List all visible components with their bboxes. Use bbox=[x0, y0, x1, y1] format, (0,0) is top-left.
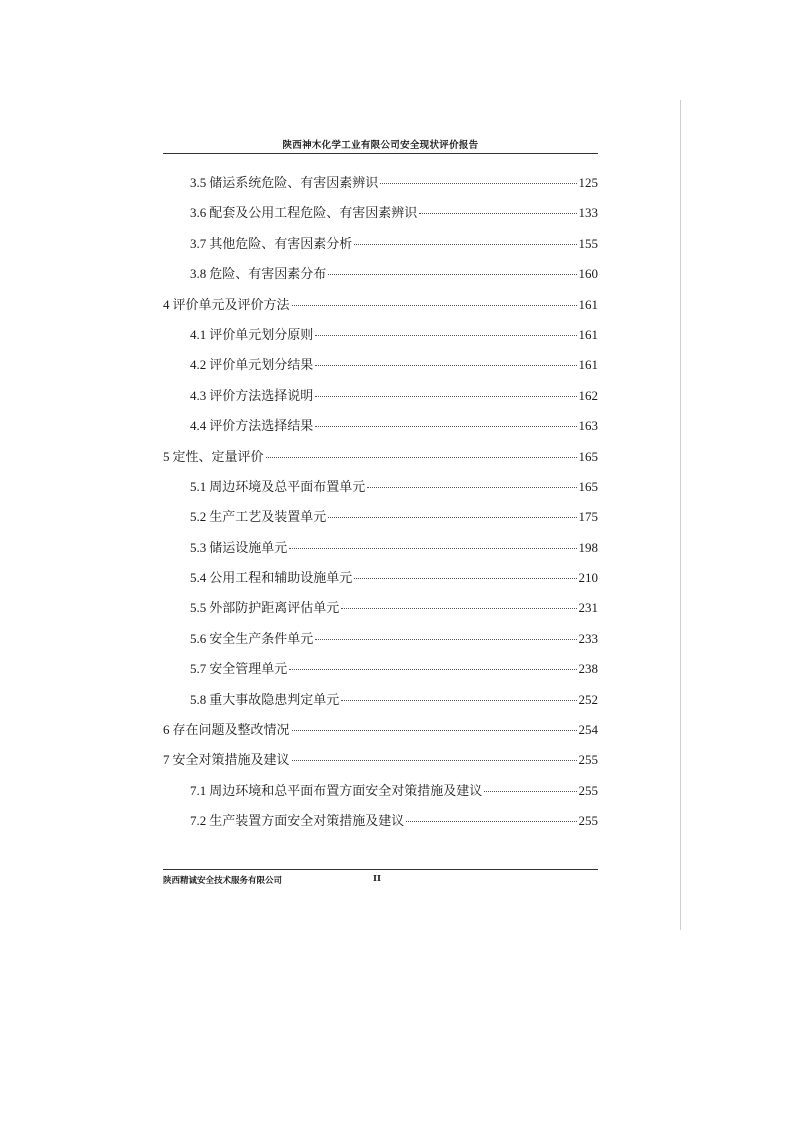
toc-entry-title: 危险、有害因素分布 bbox=[209, 267, 327, 283]
toc-entry-number: 6 bbox=[163, 722, 170, 738]
toc-entry-number: 5.6 bbox=[190, 630, 207, 646]
toc-entry[interactable] bbox=[163, 385, 598, 415]
toc-entry[interactable] bbox=[163, 324, 598, 354]
toc-entry[interactable] bbox=[163, 537, 598, 567]
toc-dot-leader bbox=[315, 335, 576, 336]
toc-dot-leader bbox=[315, 396, 576, 397]
toc-entry[interactable] bbox=[163, 172, 598, 202]
toc-entry-title: 储运系统危险、有害因素辨识 bbox=[209, 176, 379, 191]
toc-dot-leader bbox=[289, 548, 576, 549]
toc-entry-title: 储运设施单元 bbox=[209, 540, 288, 556]
toc-dot-leader bbox=[484, 791, 576, 792]
toc-entry[interactable] bbox=[163, 233, 598, 263]
toc-entry-number: 4.1 bbox=[190, 326, 207, 342]
toc-entry-number: 5.2 bbox=[190, 509, 207, 525]
scan-edge-line bbox=[680, 100, 681, 930]
toc-dot-leader bbox=[292, 760, 577, 761]
toc-entry[interactable] bbox=[163, 567, 598, 597]
toc-entry-page: 163 bbox=[578, 418, 598, 434]
toc-entry-title: 评价单元划分结果 bbox=[209, 358, 314, 374]
toc-entry-number: 5.8 bbox=[190, 691, 207, 707]
toc-entry-page: 155 bbox=[578, 235, 598, 251]
toc-entry[interactable] bbox=[163, 658, 598, 688]
toc-entry-page: 233 bbox=[578, 630, 598, 646]
toc-dot-leader bbox=[419, 213, 576, 214]
toc-entry-number: 5.3 bbox=[190, 539, 207, 555]
header-rule bbox=[163, 153, 598, 154]
toc-entry-title: 公用工程和辅助设施单元 bbox=[209, 571, 353, 587]
toc-entry[interactable] bbox=[163, 597, 598, 627]
toc-entry-number: 5.7 bbox=[190, 661, 207, 677]
toc-entry-page: 255 bbox=[578, 752, 598, 768]
toc-entry-title: 评价方法选择说明 bbox=[209, 388, 314, 404]
toc-dot-leader bbox=[315, 365, 576, 366]
toc-entry-number: 7.1 bbox=[190, 782, 207, 798]
footer-company: 陕西精诚安全技术服务有限公司 bbox=[163, 876, 283, 886]
toc-entry[interactable] bbox=[163, 749, 598, 779]
toc-dot-leader bbox=[406, 821, 576, 822]
toc-dot-leader bbox=[354, 244, 576, 245]
toc-entry-number: 3.5 bbox=[190, 175, 207, 190]
toc-entry[interactable] bbox=[163, 415, 598, 445]
toc-entry-title: 生产工艺及装置单元 bbox=[209, 510, 327, 526]
toc-entry[interactable] bbox=[163, 354, 598, 384]
toc-entry-page: 238 bbox=[578, 661, 598, 677]
toc-entry-page: 255 bbox=[578, 782, 598, 798]
toc-entry-title: 周边环境及总平面布置单元 bbox=[209, 479, 366, 495]
toc-entry[interactable] bbox=[163, 263, 598, 293]
toc-entry-page: 165 bbox=[578, 448, 598, 464]
toc-entry-title: 周边环境和总平面布置方面安全对策措施及建议 bbox=[209, 783, 483, 799]
toc-entry-title: 安全生产条件单元 bbox=[209, 631, 314, 647]
toc-entry[interactable] bbox=[163, 294, 598, 324]
toc-entry-page: 255 bbox=[578, 813, 598, 829]
toc-dot-leader bbox=[292, 730, 577, 731]
toc-entry[interactable] bbox=[163, 689, 598, 719]
toc-entry-title: 外部防护距离评估单元 bbox=[209, 601, 340, 617]
toc-dot-leader bbox=[328, 274, 576, 275]
toc-entry-number: 3.6 bbox=[190, 205, 207, 221]
toc-entry-title: 定性、定量评价 bbox=[172, 449, 264, 465]
toc-entry-page: 133 bbox=[578, 205, 598, 221]
toc-entry-number: 5.1 bbox=[190, 478, 207, 494]
toc-entry-number: 4.2 bbox=[190, 357, 207, 373]
toc-entry[interactable] bbox=[163, 810, 598, 840]
toc-entry[interactable] bbox=[163, 506, 598, 536]
toc-entry-page: 254 bbox=[578, 722, 598, 738]
toc-entry-number: 3.7 bbox=[190, 235, 207, 251]
toc-entry-page: 252 bbox=[578, 691, 598, 707]
toc-dot-leader bbox=[289, 669, 576, 670]
toc-dot-leader bbox=[354, 578, 576, 579]
toc-dot-leader bbox=[315, 426, 576, 427]
toc-entry-page: 161 bbox=[578, 296, 598, 312]
toc-entry[interactable] bbox=[163, 628, 598, 658]
footer-page-number: II bbox=[373, 874, 381, 884]
toc-dot-leader bbox=[380, 183, 576, 184]
toc-entry-page: 198 bbox=[578, 539, 598, 555]
toc-dot-leader bbox=[315, 639, 576, 640]
toc-entry-page: 162 bbox=[578, 387, 598, 403]
toc-entry-page: 160 bbox=[578, 266, 598, 282]
toc-entry-page: 161 bbox=[578, 357, 598, 373]
toc-entry-title: 生产装置方面安全对策措施及建议 bbox=[209, 814, 405, 830]
toc-entry[interactable] bbox=[163, 446, 598, 476]
toc-entry-title: 评价单元划分原则 bbox=[209, 327, 314, 343]
toc-entry-number: 4.3 bbox=[190, 387, 207, 403]
toc-entry-number: 4 bbox=[163, 296, 170, 312]
table-of-contents bbox=[163, 172, 598, 841]
footer-rule bbox=[163, 869, 598, 870]
toc-entry-page: 175 bbox=[578, 509, 598, 525]
toc-dot-leader bbox=[328, 517, 576, 518]
toc-entry-number: 5 bbox=[163, 448, 170, 464]
toc-entry-title: 评价单元及评价方法 bbox=[172, 297, 290, 313]
toc-entry-number: 4.4 bbox=[190, 418, 207, 434]
toc-entry-title: 其他危险、有害因素分析 bbox=[209, 236, 353, 252]
toc-dot-leader bbox=[292, 305, 577, 306]
running-header-title: 陕西神木化学工业有限公司安全现状评价报告 bbox=[282, 140, 479, 151]
toc-entry-number: 7.2 bbox=[190, 813, 207, 829]
toc-entry-page: 161 bbox=[578, 326, 598, 342]
toc-entry-number: 3.8 bbox=[190, 266, 207, 282]
toc-dot-leader bbox=[341, 700, 576, 701]
toc-entry[interactable] bbox=[163, 476, 598, 506]
toc-entry[interactable] bbox=[163, 719, 598, 749]
toc-entry-title: 安全管理单元 bbox=[209, 662, 288, 678]
toc-entry-page: 165 bbox=[578, 478, 598, 494]
toc-entry-title: 评价方法选择结果 bbox=[209, 419, 314, 435]
toc-entry-number: 5.5 bbox=[190, 600, 207, 616]
toc-entry-title: 存在问题及整改情况 bbox=[172, 723, 290, 739]
toc-entry-title: 配套及公用工程危险、有害因素辨识 bbox=[209, 206, 418, 222]
toc-entry-page: 231 bbox=[578, 600, 598, 616]
toc-dot-leader bbox=[367, 487, 576, 488]
toc-entry-page: 125 bbox=[578, 175, 598, 190]
toc-entry[interactable] bbox=[163, 202, 598, 232]
toc-dot-leader bbox=[266, 457, 577, 458]
toc-entry-number: 5.4 bbox=[190, 570, 207, 586]
toc-entry-title: 重大事故隐患判定单元 bbox=[209, 692, 340, 708]
toc-entry[interactable] bbox=[163, 780, 598, 810]
toc-entry-title: 安全对策措施及建议 bbox=[172, 753, 290, 769]
toc-entry-number: 7 bbox=[163, 752, 170, 768]
toc-dot-leader bbox=[341, 608, 576, 609]
toc-entry-page: 210 bbox=[578, 570, 598, 586]
